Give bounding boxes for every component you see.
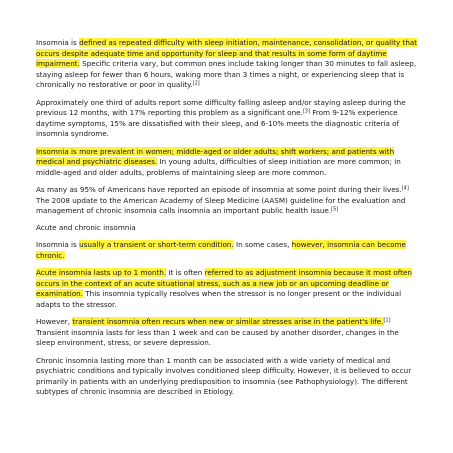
citation-reference: [2] — [192, 80, 200, 87]
paragraph-section-heading — [36, 223, 418, 234]
citation-reference: [1] — [383, 317, 391, 324]
body-text: As many as 95% of Americans have reported an episode of insomnia at some point during their lives. — [36, 184, 402, 194]
paragraph-transient-insomnia — [36, 317, 418, 349]
body-text: Insomnia is — [36, 38, 80, 47]
body-text: In some cases, — [233, 240, 292, 250]
paragraph-aasm-guideline — [36, 185, 418, 217]
body-text: Transient insomnia lasts for less than 1 week and can be caused by another disorder, changes in the sleep environment, stress, or severe depression. — [36, 327, 399, 348]
paragraph-insomnia-definition — [36, 38, 418, 91]
citation-reference: [3] — [302, 108, 310, 115]
body-text: Insomnia is — [36, 240, 80, 250]
document-body — [36, 38, 418, 405]
paragraph-prevalence-groups — [36, 147, 418, 179]
body-text: However, — [36, 317, 73, 327]
body-text: This insomnia typically resolves when the stressor is no longer present or the individual adapts to the stressor. — [36, 289, 402, 310]
highlighted-text: usually a transient or short-term condition. — [79, 240, 234, 250]
section-heading-text: Acute and chronic insomnia — [36, 223, 136, 233]
highlighted-text: Insomnia is more prevalent in women; middle-aged or older adults; shift workers; and patients with medical and psychiatric diseases. — [36, 146, 395, 167]
highlighted-text: defined as repeated difficulty with sleep initiation, maintenance, consolidation, or quality that occurs despite adequate time and opportunity for sleep and that results in some form of daytime impairment. — [36, 38, 418, 69]
body-text: Specific criteria vary, but common ones include taking longer than 30 minutes to fall asleep, staying asleep for fewer than 6 hours, waking more than 3 times a night, or experiencing sleep that is chronically no restorative or poor in quality. — [36, 59, 417, 90]
body-text: Chronic insomnia lasting more than 1 month can be associated with a wide variety of medical and psychiatric conditions and typically involves conditioned sleep difficulty. However, it is believed to occur primarily in patients with an underlying predisposition to insomnia (see Pathophysiology). The different subtypes of chronic insomnia are described in Etiology. — [36, 355, 412, 397]
citation-reference: [5] — [331, 206, 339, 213]
paragraph-chronic-insomnia — [36, 356, 418, 398]
highlighted-text: however, insomnia can become chronic. — [36, 240, 406, 261]
paragraph-prevalence-stats — [36, 98, 418, 140]
body-text: The 2008 update to the American Academy of Sleep Medicine (AASM) guideline for the evaluation and management of chronic insomnia calls insomnia an important public health issue. — [36, 195, 406, 216]
highlighted-text: referred to as adjustment insomnia because it most often occurs in the context of an acute situational stress, such as a new job or an upcoming deadline or examination. — [36, 268, 412, 299]
paragraph-transient-intro — [36, 240, 418, 261]
citation-reference: [4] — [401, 185, 409, 192]
body-text: From 9-12% experience daytime symptoms, 15% are dissatisfied with their sleep, and 6-10% meets the diagnostic criteria of insomnia syndrome. — [36, 108, 400, 139]
body-text: It is often — [166, 268, 205, 278]
highlighted-text: Acute insomnia lasts up to 1 month. — [36, 268, 167, 278]
highlighted-text: transient insomnia often recurs when new or similar stresses arise in the patient's life. — [72, 317, 384, 327]
body-text: In young adults, difficulties of sleep initiation are more common; in middle-aged and older adults, problems of maintaining sleep are more common. — [36, 157, 401, 177]
body-text: Approximately one third of adults report some difficulty falling asleep and/or staying asleep during the previous 12 months, with 17% reporting this problem as a significant one. — [36, 97, 406, 118]
paragraph-acute-insomnia — [36, 268, 418, 310]
